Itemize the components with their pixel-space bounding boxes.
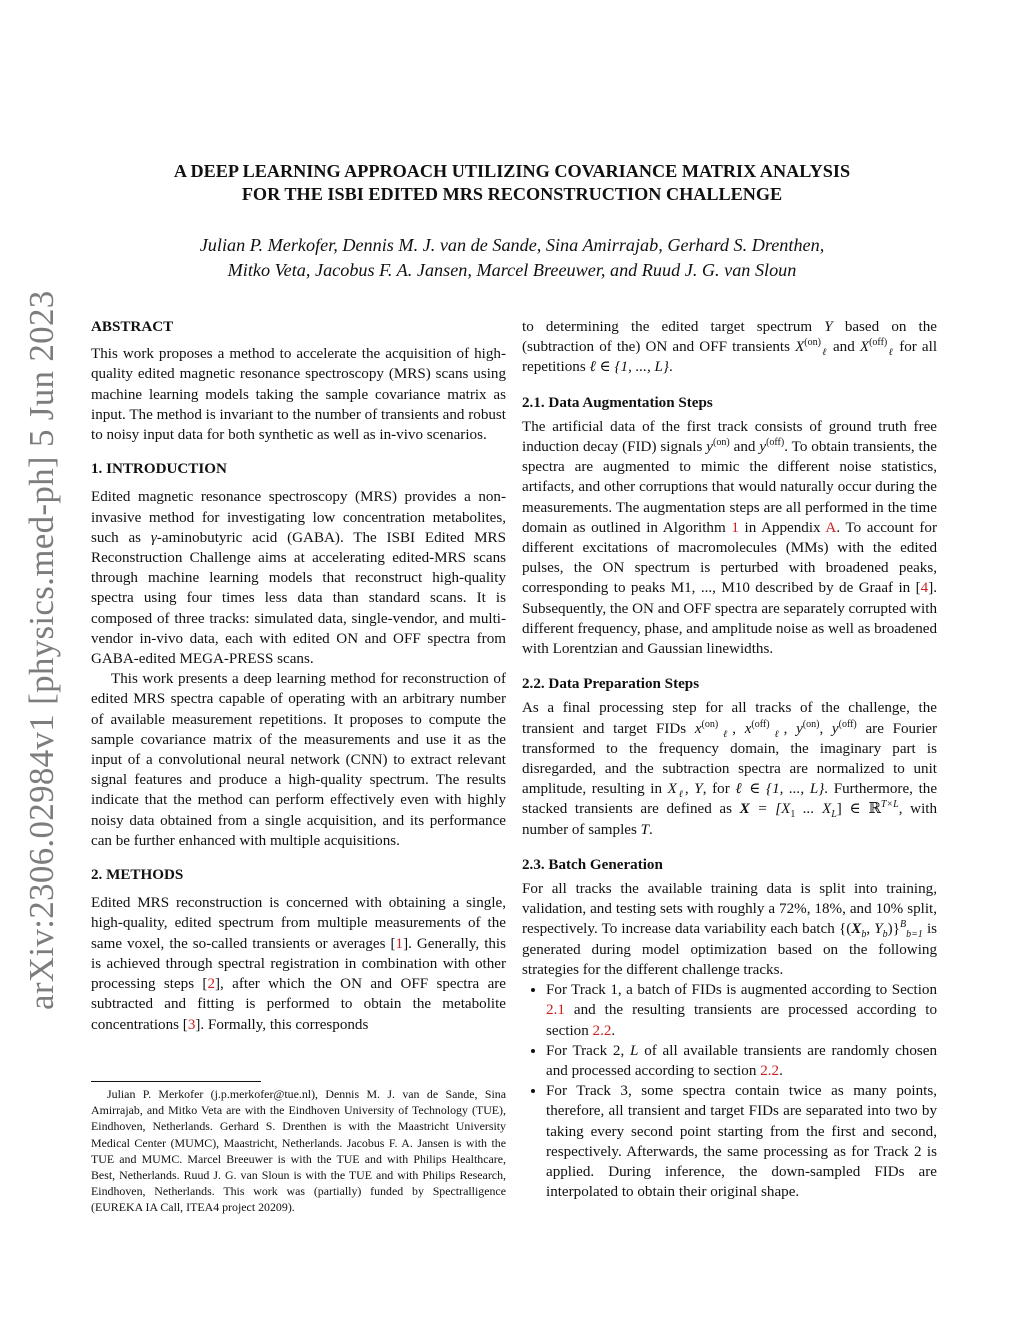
footnote-divider [91,1081,261,1082]
batch-strategy-list [522,980,937,1202]
section-ref-link[interactable]: 2.1 [546,1002,565,1019]
list-item: • For Track 2, L of all available transients are randomly chosen and processed according to section 2.2. [546,1041,937,1081]
introduction-paragraph-2: This work presents a deep learning method for reconstruction of edited MRS spectra capable of operating with an arbitrary number of available measurement repetitions. It proposes to compute the sample covariance matrix of the measurements and use it as the input of a convolutional neural network (CNN) to extract relevant signal features and produce a high-quality spectrum. The results indicate that the method can perform effectively even with highly noisy data obtained from a single acquisition, and its performance can be further enhanced with multiple acquisitions. [91,671,506,849]
citation-link-3[interactable]: 3 [187,1016,196,1033]
title-line-1: A DEEP LEARNING APPROACH UTILIZING COVARIANCE MATRIX ANALYSIS [173,161,851,181]
abstract-heading: ABSTRACT [91,319,174,335]
subsection-2-3-heading: 2.3. Batch Generation [522,856,663,873]
authors-line-1: Julian P. Merkofer, Dennis M. J. van de Sande, Sina Amirrajab, Gerhard S. Drenthen, [199,235,825,255]
author-list [100,233,924,283]
arxiv-identifier-stamp: arXiv:2306.02984v1 [physics.med-ph] 5 Jun 2023 [22,290,61,1010]
citation-link-4[interactable]: 4 [920,580,929,597]
algorithm-ref-link[interactable]: 1 [731,519,739,536]
appendix-ref-link[interactable]: A [825,519,837,536]
section-ref-link[interactable]: 2.2 [760,1062,780,1079]
methods-heading: 2. METHODS [91,867,184,884]
subsection-2-2-heading: 2.2. Data Preparation Steps [522,676,700,693]
methods-continuation: to determining the edited target spectrum Y based on the (subtraction of the) ON and OFF transients $X^{(on)}_\ell$ and $X^{(off)}_\ell$ for all repetitions ℓ ∈ {1, ..., L}. [522,319,938,376]
citation-link-1[interactable]: 1 [395,935,404,952]
abstract-text: This work proposes a method to accelerate the acquisition of high-quality edited magnetic resonance spectroscopy (MRS) scans using machine learning models taking the sample covariance matrix as input. The method is invariant to the number of transients and robust to noisy input data for both synthetic as well as in-vivo scenarios. [91,346,506,444]
subsection-2-1-heading: 2.1. Data Augmentation Steps [522,394,713,411]
title-line-2: FOR THE ISBI EDITED MRS RECONSTRUCTION CHALLENGE [241,184,783,204]
gamma-symbol: γ [150,529,157,546]
authors-line-2: Mitko Veta, Jacobus F. A. Jansen, Marcel Breeuwer, and Ruud J. G. van Sloun [227,260,797,280]
subsection-2-3-text: For all tracks the available training data is split into training, validation, and testing sets with roughly a 72%, 18%, and 10% split, respectively. To increase data variability each batch {($X_b$, $Y_b)\}^B_{b=1}$ is generated during model optimization based on the following strategies for the different challenge tracks. [522,881,938,978]
introduction-heading: 1. INTRODUCTION [91,461,227,478]
list-item: • For Track 3, some spectra contain twice as many points, therefore, all transient and target FIDs are separated into two by taking every second point starting from the first and second, respectively. Afterwards, the same processing as for Track 2 is applied. During inference, the down-sampled FIDs are interpolated to obtain their original shape. [546,1081,937,1202]
paper-title [100,160,924,206]
left-column [91,317,506,1035]
methods-paragraph-1: Edited MRS reconstruction is concerned with obtaining a single, high-quality, edited spectrum from multiple measurements of the same voxel, the so-called transients or averages [1]. Generally, this is achieved through spectral registration in combination with other processing steps [2], after which the ON and OFF spectra are subtracted and fitting is performed to obtain the metabolite concentrations [3]. Formally, this corresponds [91,895,506,1033]
subsection-2-2-text: As a final processing step for all tracks of the challenge, the transient and target FIDs $x^{(on)}_\ell$, $x^{(off)}_\ell$, $y^{(on)}$, $y^{(off)}$ are Fourier transformed to the frequency domain, the imaginary part is disregarded, and the subtraction spectra are normalized to unit amplitude, resulting in $X_\ell$, Y, for ℓ ∈ {1, ..., L}. Furthermore, the stacked transients are defined as $X = [X_1$ ... $X_L$] ∈ ℝ$^{T\times L}$, with number of samples T. [522,700,938,838]
author-affiliation-footnote [91,1086,506,1216]
footnote-text: Julian P. Merkofer (j.p.merkofer@tue.nl), Dennis M. J. van de Sande, Sina Amirrajab, and Mitko Veta are with the Eindhoven University of Technology (TUE), Eindhoven, Netherlands. Gerhard S. Drenthen is with the Maastricht University Medical Center (MUMC), Maastricht, Netherlands. Jacobus F. A. Jansen is with the TUE and MUMC. Marcel Breeuwer is with the TUE and with Philips Healthcare, Best, Netherlands. Ruud J. G. van Sloun is with the TUE and with Philips Research, Eindhoven, Netherlands. This work was (partially) funded by Spectralligence (EUREKA IA Call, ITEA4 project 20209). [91,1087,506,1215]
right-column [522,317,937,1202]
introduction-paragraph-1: Edited magnetic resonance spectroscopy (MRS) provides a non-invasive method for investigating low concentration metabolites, such as γ-aminobutyric acid (GABA). The ISBI Edited MRS Reconstruction Challenge aims at accelerating edited-MRS scans through machine learning models that reconstruct high-quality spectra using four times less data than standard scans. It is composed of three tracks: simulated data, single-vendor, and multi-vendor in-vivo data, each with edited ON and OFF spectra from GABA-edited MEGA-PRESS scans. [91,489,506,668]
list-item: • For Track 1, a batch of FIDs is augmented according to Section 2.1 and the resulting transients are processed according to section 2.2. [546,980,937,1041]
section-ref-link[interactable]: 2.2 [592,1022,612,1039]
citation-link-2[interactable]: 2 [207,976,216,993]
subsection-2-1-text: The artificial data of the first track consists of ground truth free induction decay (FID) signals $y^{(on)}$ and $y^{(off)}$. To obtain transients, the spectra are augmented to mimic the different noise statistics, artifacts, and other corruptions that would naturally occur during the measurements. The augmentation steps are all performed in the time domain as outlined in Algorithm 1 in Appendix A. To account for different excitations of macromolecules (MMs) with the edited pulses, the ON spectrum is perturbed with broadened peaks, corresponding to peaks M1, ..., M10 described by de Graaf in [4]. Subsequently, the ON and OFF spectra are separately corrupted with different frequency, phase, and amplitude noise as well as broadened with Lorentzian and Gaussian linewidths. [522,418,937,658]
